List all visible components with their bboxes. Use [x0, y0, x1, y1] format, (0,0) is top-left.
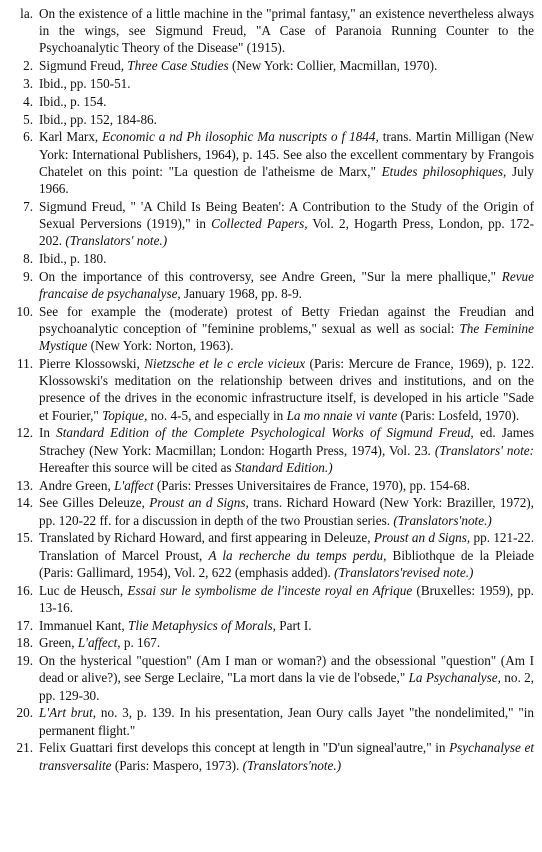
endnote-number: 9. [23, 268, 33, 284]
endnote-text: Bibliothque de la Pleiade (Paris: Gallimard, 1954), Vol. 2, 622 (emphasis added). [39, 547, 534, 580]
endnote-text: Hereafter this source will be cited as [39, 459, 235, 475]
endnote-text: Luc de Heusch, [39, 582, 128, 598]
endnote-number: 11. [17, 356, 33, 371]
endnote-number: 7. [23, 198, 33, 214]
endnote-italic-text: (Translators'note.) [242, 757, 342, 773]
endnote-text: Ibid., p. 154. [39, 93, 107, 109]
endnote-text: Karl Marx, [39, 129, 103, 145]
endnote-text: (New York: Collier, Macmillan, 1970). [228, 58, 438, 74]
endnote-text: Immanuel Kant, [39, 617, 128, 633]
endnote-italic-text: Collected Papers, [211, 216, 308, 231]
endnote-text: trans. Martin Milligan (New York: International Publishers, 1964), p. 145. See also the excellent commentary by Frangois Chatelet on this point: "La question de l'atheisme de Marx," [39, 129, 534, 179]
endnote-italic-text: L'Art brut, [39, 705, 97, 721]
endnote-number: la. [20, 6, 33, 21]
endnote-number: 20. [16, 705, 33, 721]
endnote-italic-text: Three Case Studies [127, 58, 229, 74]
endnote-italic-text: (Translators'note.) [393, 512, 492, 528]
endnote-item [8, 617, 534, 634]
endnote-text: Pierre Klossowski, [39, 356, 145, 371]
endnote-italic-text: Etudes philosophiques, [381, 163, 507, 179]
endnote-item [8, 5, 534, 57]
endnote-text: Part I. [275, 617, 312, 633]
endnote-text: (Paris: Maspero, 1973). [111, 757, 243, 773]
endnote-item [8, 250, 534, 267]
endnote-italic-text: Tlie Metaphysics of Morals, [128, 617, 276, 633]
endnote-italic-text: Proust an d Signs, [373, 530, 471, 546]
endnote-item [8, 477, 534, 494]
endnote-italic-text: Proust an d Signs, [149, 495, 249, 511]
endnote-item [8, 494, 534, 528]
endnote-text: pp. 121-22. Translation of Marcel Proust, [39, 530, 534, 563]
endnote-number: 2. [23, 58, 33, 74]
endnote-italic-text: Essai sur le symbolisme de l'inceste royal en Afrique [127, 582, 413, 598]
endnote-number: 21. [16, 740, 33, 756]
endnote-item [8, 355, 534, 424]
endnote-text: On the existence of a little machine in the "primal fantasy," an existence nevertheless always in the wings, see Sigmund Freud, "A Case of Paranoia Running Counter to the Psychoanalytic Theory of the Disease" (1915). [39, 6, 534, 56]
endnote-text: See for example the (moderate) protest of Betty Friedan against the Freudian and psychoanalytic conception of "feminine problems," sexual as well as social: [39, 303, 534, 336]
endnote-italic-text: Economic a nd Ph ilosophic Ma nuscripts o f 1844, [102, 129, 379, 145]
endnote-italic-text: (Translators'revised note.) [334, 564, 474, 580]
endnote-italic-text: Psychanalyse et transversalite [39, 740, 534, 773]
endnote-text: (Paris: Presses Universitaires de France, 1970), pp. 154-68. [153, 477, 470, 493]
endnote-item [8, 57, 534, 74]
endnote-item [8, 704, 534, 738]
endnote-italic-text: L'affect, [77, 635, 121, 651]
endnote-number: 19. [16, 653, 33, 669]
endnote-text: Green, [39, 635, 78, 651]
endnote-item [8, 652, 534, 704]
endnote-item [8, 582, 534, 616]
endnote-italic-text: Topique, [102, 407, 148, 423]
endnote-item [8, 198, 534, 250]
endnote-number: 6. [23, 129, 33, 145]
endnote-text: Vol. 2, Hogarth Press, London, pp. 172-202. [39, 216, 534, 249]
endnote-text: Sigmund Freud, [39, 58, 128, 74]
endnote-text: (Bruxelles: 1959), pp. 13-16. [39, 582, 534, 615]
endnote-text: p. 167. [120, 635, 161, 651]
endnote-italic-text: Standard Edition.) [234, 459, 333, 475]
endnote-text: trans. Richard Howard (New York: Braziller, 1972), pp. 120-22 ff. for a discussion in depth of the two Proustian series. [39, 495, 534, 528]
endnote-italic-text: Revue francaise de psychanalyse, [39, 268, 534, 301]
endnote-item [8, 634, 534, 651]
endnote-item [8, 128, 534, 197]
endnote-text: Andre Green, [39, 477, 115, 493]
endnote-number: 18. [16, 635, 33, 651]
endnote-number: 14. [16, 495, 33, 511]
endnote-number: 16. [16, 582, 33, 598]
endnotes-list [8, 5, 534, 774]
endnote-text: no. 2, pp. 129-30. [39, 670, 535, 703]
endnote-text: Felix Guattari first develops this concept at length in "D'un signeal'autre," in [39, 740, 450, 756]
endnote-italic-text: The Feminine Mystique [39, 321, 534, 354]
endnote-italic-text: Nietzsche et le c ercle vicieux [144, 356, 306, 371]
endnote-text: (Paris: Losfeld, 1970). [397, 407, 520, 423]
endnote-number: 15. [16, 530, 33, 546]
endnote-number: 12. [16, 425, 33, 441]
endnote-text: January 1968, pp. 8-9. [180, 286, 302, 301]
endnote-number: 17. [16, 617, 33, 633]
endnote-text: ed. James Strachey (New York: Macmillan; London: Hogarth Press, 1974), Vol. 23. [39, 425, 534, 458]
endnote-item [8, 111, 534, 128]
endnote-text: On the importance of this controversy, see Andre Green, "Sur la mere phallique," [39, 268, 502, 284]
endnote-text: (Paris: Mercure de France, 1969), p. 122. Klossowski's meditation on the relationship between drives and institutions, and on the presence of the drives in the economic infrastructure itself, is developed in his article "Sade et Fourier," [39, 356, 534, 423]
endnote-item [8, 424, 534, 476]
endnote-item [8, 303, 534, 355]
endnote-text: Ibid., pp. 152, 184-86. [39, 111, 157, 127]
endnote-italic-text: (Translators' note.) [65, 233, 168, 249]
endnote-italic-text: Standard Edition of the Complete Psychological Works of Sigmund Freud, [56, 425, 474, 441]
endnote-number: 4. [23, 93, 33, 109]
endnote-italic-text: A la recherche du temps perdu, [208, 547, 387, 563]
endnote-italic-text: (Translators' note: [434, 442, 534, 458]
endnote-item [8, 268, 534, 302]
endnote-text: no. 4-5, and especially in [147, 407, 287, 423]
endnote-number: 5. [23, 111, 33, 127]
endnote-item [8, 529, 534, 581]
endnote-italic-text: La mo nnaie vi vante [286, 407, 398, 423]
endnote-italic-text: La Psychanalyse, [408, 670, 501, 686]
endnote-text: no. 3, p. 139. In his presentation, Jean Oury calls Jayet "the nondelimited," "in permanent flight." [39, 705, 534, 738]
endnote-number: 8. [23, 251, 33, 266]
endnote-text: (New York: Norton, 1963). [87, 338, 234, 354]
endnote-item [8, 75, 534, 92]
endnote-text: Sigmund Freud, " 'A Child Is Being Beaten': A Contribution to the Study of the Origin of Sexual Perversions (1919)," in [39, 198, 534, 231]
endnote-text: Translated by Richard Howard, and first appearing in Deleuze, [39, 530, 374, 546]
endnote-text: On the hysterical "question" (Am I man or woman?) and the obsessional "question" (Am I dead or alive?), see Serge Leclaire, "La mort dans la vie de l'obsede," [39, 653, 534, 686]
endnote-text: In [39, 425, 57, 441]
endnote-number: 13. [16, 477, 33, 493]
endnote-text: Ibid., p. 180. [39, 251, 107, 266]
endnote-text: July 1966. [39, 163, 534, 196]
endnote-item [8, 93, 534, 110]
endnote-item [8, 739, 534, 773]
endnote-italic-text: L'affect [114, 477, 154, 493]
endnote-text: See Gilles Deleuze, [39, 495, 150, 511]
endnote-number: 10. [16, 303, 33, 319]
endnote-number: 3. [23, 76, 33, 91]
endnote-text: Ibid., pp. 150-51. [39, 76, 131, 91]
